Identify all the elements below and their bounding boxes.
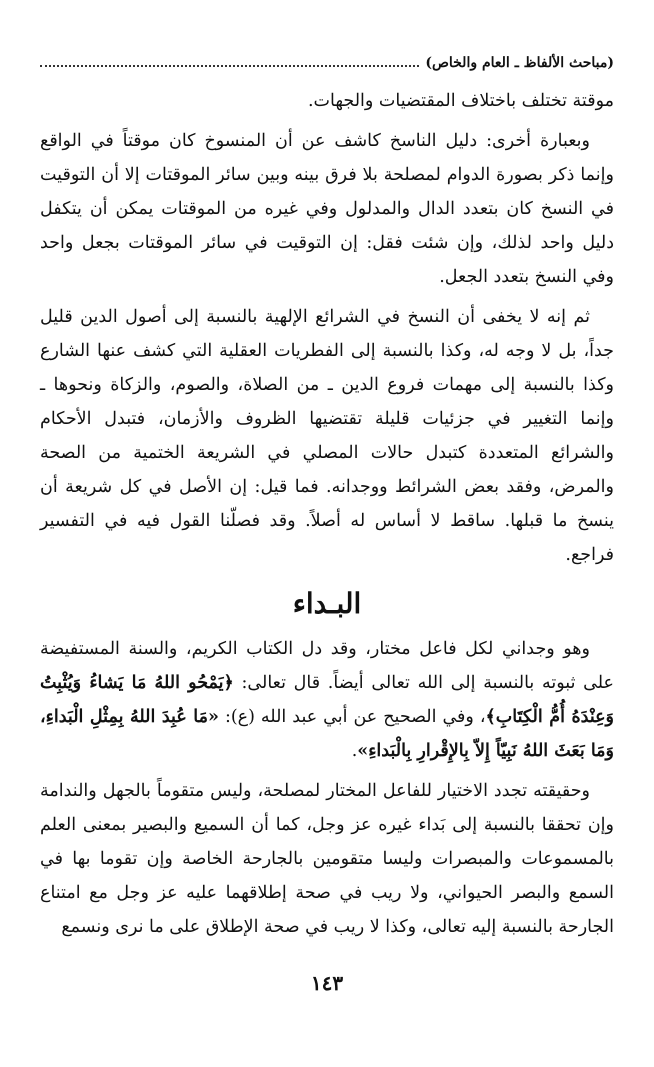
running-header <box>40 52 614 74</box>
header-dotted-rule <box>40 65 419 67</box>
bada-end-text: . <box>351 741 358 761</box>
body-text <box>40 84 614 944</box>
bada-intro-text: وهو وجداني لكل فاعل مختار، وقد دل الكتاب الكريم، والسنة المستفيضة على ثبوته بالنسبة إلى الله تعالى أيضاً. قال تعالى: <box>40 639 614 693</box>
running-title: (مباحث الألفاظ ـ العام والخاص) <box>425 55 614 71</box>
paragraph-bada-definition <box>40 632 614 768</box>
paragraph-abrogation-explanation: وبعبارة أخرى: دليل الناسخ كاشف عن أن المنسوخ كان موقتاً في الواقع وإنما ذكر بصورة الدوام لمصلحة بلا فرق بينه وبين سائر الموقتات إلا أن التوقيت في النسخ كان بتعدد الدال والمدلول وفي غيره من الموقتات يمكن أن يتكفل دليل واحد لذلك، وإن شئت فقل: إن التوقيت في سائر الموقتات بجعل واحد وفي النسخ بتعدد الجعل. <box>40 131 614 287</box>
bada-middle-text: ، وفي الصحيح عن أبي عبد الله (ع): <box>224 707 486 727</box>
section-heading-bada: البـداء <box>292 587 362 620</box>
quran-verse: ﴿يَمْحُو اللهُ مَا يَشاءُ وَيُثْبِتُ وَعِنْدَهُ أُمُّ الْكِتَابِ﴾ <box>40 673 614 727</box>
page-number: ١٤٣ <box>310 971 344 995</box>
hadith-quote: «مَا عُبِدَ اللهُ بِمِثْلِ الْبَداءِ، وَمَا بَعَثَ اللهُ نَبِيّاً إِلاّ بِالإِقْرارِ بِالْبَداءِ» <box>40 707 614 761</box>
paragraph-bada-reality: وحقيقته تجدد الاختيار للفاعل المختار لمصلحة، وليس متقوماً بالجهل والندامة وإن تحققا بالنسبة إلى بَداء غيره عز وجل، كما أن السميع والبصير بمعنى العلم بالمسموعات والمبصرات وليسا متقومين بالجارحة الخاصة وإن تقوما بها في السمع والبصر الحيواني، ولا ريب في صحة إطلاقهما عليه عز وجل مع امتناع الجارحة بالنسبة إليه تعالى، وكذا لا ريب في صحة الإطلاق على ما نرى ونسمع <box>40 781 614 937</box>
paragraph-abrogation-scope: ثم إنه لا يخفى أن النسخ في الشرائع الإلهية بالنسبة إلى أصول الدين قليل جداً، بل لا وجه له، وكذا بالنسبة إلى الفطريات العقلية التي كشف عنها الشارع وكذا بالنسبة إلى مهمات فروع الدين ـ من الصلاة، والصوم، والزكاة ونحوها ـ وإنما التغيير في جزئيات قليلة تقتضيها الظروف والأزمان، فتبدل الأحكام والشرائع المتعددة كتبدل حالات المصلي في الشريعة الختمية من الصحة والمرض، وفقد بعض الشرائط ووجدانه. فما قيل: إن الأصل في كل شريعة أن ينسخ ما قبلها. ساقط لا أساس له أصلاً. وقد فصلّنا القول فيه في التفسير فراجع. <box>40 307 614 565</box>
paragraph-continuation: موقتة تختلف باختلاف المقتضيات والجهات. <box>307 91 614 111</box>
